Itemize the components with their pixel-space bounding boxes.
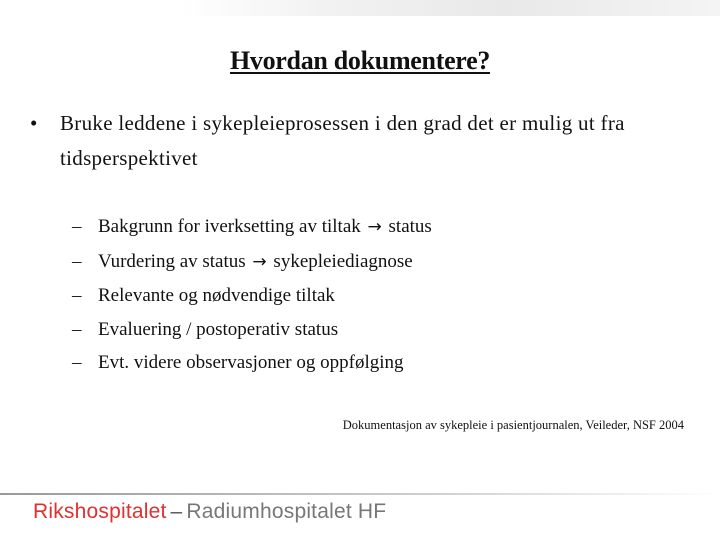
dash-marker: – [72, 216, 82, 237]
footer-divider [0, 493, 720, 495]
sub-item-text: Evt. videre observasjoner og oppfølging [98, 352, 404, 373]
bullet-text: Bruke leddene i sykepleieprosessen i den grad det er mulig ut fra tidsperspektivet [60, 111, 625, 170]
dash-marker: – [72, 318, 82, 340]
hospital-logo [33, 500, 386, 524]
sub-item-text: Evaluering / postoperativ status [98, 318, 339, 340]
right-arrow-icon: → [252, 251, 267, 272]
dash-marker: – [72, 250, 82, 272]
logo-radiumhospitalet: Radiumhospitalet [186, 500, 352, 523]
bullet-marker: • [30, 111, 38, 135]
dash-marker: – [72, 352, 82, 373]
sub-item-text: Relevante og nødvendige tiltak [98, 285, 335, 306]
sub-item-measures [72, 279, 672, 313]
sub-item-text: Vurdering av status [98, 250, 246, 272]
sub-item-background [72, 210, 672, 245]
header-gradient-bar [0, 0, 720, 16]
sub-item-text-after: sykepleiediagnose [273, 250, 413, 272]
logo-separator: – [170, 500, 183, 523]
sub-item-observations [72, 346, 672, 380]
logo-hf: HF [357, 500, 387, 523]
logo-rikshospitalet: Rikshospitalet [33, 500, 167, 523]
right-arrow-icon: → [367, 217, 382, 237]
sub-item-text-after: status [388, 216, 432, 237]
sub-item-assessment [72, 245, 672, 280]
sub-item-text: Bakgrunn for iverksetting av tiltak [98, 216, 361, 237]
main-bullet [30, 106, 690, 176]
dash-marker: – [72, 285, 82, 306]
source-citation: Dokumentasjon av sykepleie i pasientjournalen, Veileder, NSF 2004 [342, 418, 684, 432]
sub-item-evaluation [72, 313, 672, 347]
sub-bullet-list [72, 210, 672, 380]
slide-title: Hvordan dokumentere? [229, 46, 491, 75]
